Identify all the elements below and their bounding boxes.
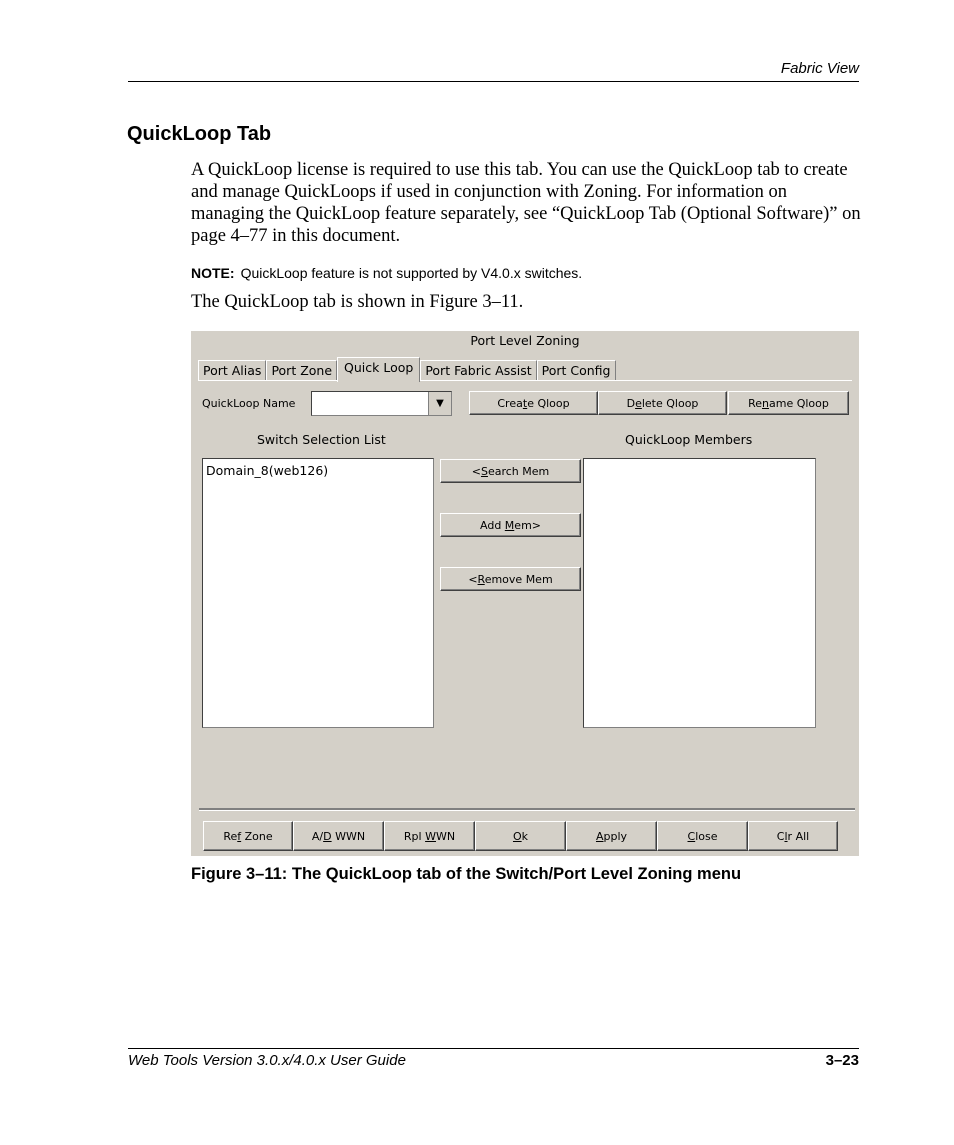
intro-paragraph: A QuickLoop license is required to use this tab. You can use the QuickLoop tab to create and manage QuickLoops if used in conjunction with Zoning. For information on managing the QuickLoop feature separately, see “QuickLoop Tab (Optional Software)” on page 4–77 in this document. xyxy=(191,160,861,246)
figure-caption: Figure 3–11: The QuickLoop tab of the Switch/Port Level Zoning menu xyxy=(191,865,742,883)
section-title: QuickLoop Tab xyxy=(127,123,272,145)
ok-button[interactable]: Ok xyxy=(475,821,566,851)
note xyxy=(191,265,582,281)
clear-all-button[interactable]: Clr All xyxy=(748,821,838,851)
quickloop-name-label: QuickLoop Name xyxy=(202,397,296,410)
note-label: NOTE: xyxy=(191,265,235,281)
button-bar-divider xyxy=(199,808,855,811)
figure-reference-paragraph: The QuickLoop tab is shown in Figure 3–11. xyxy=(191,292,524,312)
header-rule xyxy=(128,81,859,82)
delete-qloop-button[interactable]: Delete Qloop xyxy=(598,391,727,415)
remove-member-button[interactable]: <Remove Mem xyxy=(440,567,581,591)
chevron-down-icon[interactable]: ▼ xyxy=(428,392,451,415)
note-text: QuickLoop feature is not supported by V4.0.x switches. xyxy=(240,265,583,281)
quickloop-members-list[interactable] xyxy=(583,458,816,728)
ref-zone-button[interactable]: Ref Zone xyxy=(203,821,293,851)
switch-selection-list[interactable] xyxy=(202,458,434,728)
rpl-wwn-button[interactable]: Rpl WWN xyxy=(384,821,475,851)
page-number: 3–23 xyxy=(825,1052,859,1069)
search-member-button[interactable]: <Search Mem xyxy=(440,459,581,483)
tab-port-fabric-assist[interactable]: Port Fabric Assist xyxy=(420,360,536,381)
tab-quick-loop[interactable]: Quick Loop xyxy=(337,357,420,382)
window-title: Port Level Zoning xyxy=(470,333,580,348)
tab-bar xyxy=(198,357,616,381)
ad-wwn-button[interactable]: A/D WWN xyxy=(293,821,384,851)
tab-port-zone[interactable]: Port Zone xyxy=(266,360,337,381)
rename-qloop-button[interactable]: Rename Qloop xyxy=(728,391,849,415)
apply-button[interactable]: Apply xyxy=(566,821,657,851)
tab-port-config[interactable]: Port Config xyxy=(537,360,616,381)
running-header: Fabric View xyxy=(780,60,859,77)
tab-panel-border xyxy=(198,380,852,381)
add-member-button[interactable]: Add Mem> xyxy=(440,513,581,537)
switch-selection-list-title: Switch Selection List xyxy=(257,432,386,447)
port-level-zoning-window xyxy=(191,331,859,856)
list-item[interactable]: Domain_8(web126) xyxy=(206,463,329,478)
footer-guide-title: Web Tools Version 3.0.x/4.0.x User Guide xyxy=(128,1052,406,1069)
create-qloop-button[interactable]: Create Qloop xyxy=(469,391,598,415)
close-button[interactable]: Close xyxy=(657,821,748,851)
tab-port-alias[interactable]: Port Alias xyxy=(198,360,266,381)
quickloop-members-title: QuickLoop Members xyxy=(625,432,753,447)
quickloop-name-select[interactable] xyxy=(311,391,452,416)
footer-rule xyxy=(128,1048,859,1049)
